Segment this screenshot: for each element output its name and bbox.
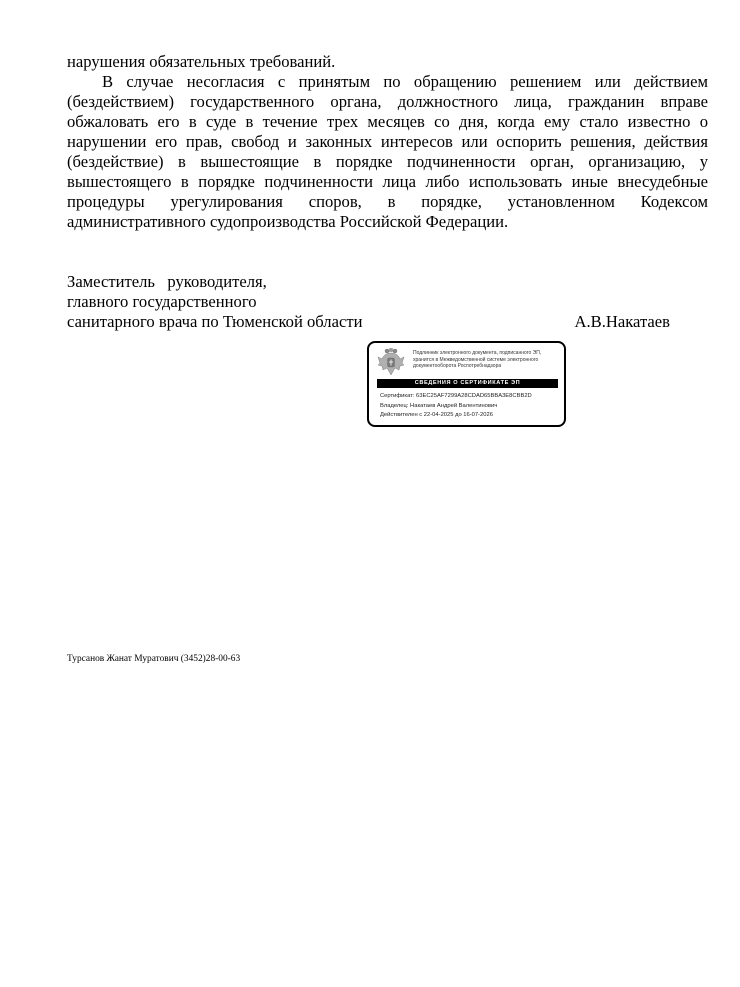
document-body bbox=[67, 52, 708, 232]
signer-position-line-2: главного государственного bbox=[67, 292, 257, 311]
signer-position-line-3: санитарного врача по Тюменской области bbox=[67, 312, 363, 331]
signer-position-line-1: Заместитель руководителя, bbox=[67, 272, 267, 291]
stamp-notice: Подлинник электронного документа, подписанного ЭП, хранится в Межведомственной системе электронного документооборота Роспотребнадзора bbox=[413, 350, 542, 369]
paragraph-continuation: нарушения обязательных требований. bbox=[67, 52, 336, 71]
russian-coat-of-arms-icon bbox=[377, 347, 405, 377]
paragraph-appeal-rights: В случае несогласия с принятым по обращению решением или действием (бездействием) государственного органа, должностного лица, гражданин вправе обжаловать его в суде в течение трех месяцев со дня, когда ему стало известно о нарушении его прав, свобод и законных интересов или оспорить решения, действия (бездействие) в вышестоящие в порядке подчиненности орган, организацию, у вышестоящего в порядке подчиненности лица либо использовать иные внесудебные процедуры урегулирования споров, в порядке, установленном Кодексом административного судопроизводства Российской Федерации. bbox=[67, 72, 708, 231]
certificate-details bbox=[380, 392, 564, 421]
certificate-serial: Сертификат: 63EC25AF7299A28CDAD65BBA3E8CBB2D bbox=[380, 393, 532, 399]
certificate-validity: Действителен с 22-04-2025 до 16-07-2026 bbox=[380, 412, 493, 418]
certificate-owner: Владелец: Накатаев Андрей Валентинович bbox=[380, 402, 498, 409]
signer-row bbox=[67, 312, 670, 332]
signature-block bbox=[67, 272, 708, 332]
electronic-signature-stamp bbox=[367, 341, 566, 427]
executor-contact: Турсанов Жанат Муратович (3452)28-00-63 bbox=[67, 654, 241, 664]
stamp-header: СВЕДЕНИЯ О СЕРТИФИКАТЕ ЭП bbox=[377, 379, 558, 388]
signer-name: А.В.Накатаев bbox=[574, 312, 670, 331]
